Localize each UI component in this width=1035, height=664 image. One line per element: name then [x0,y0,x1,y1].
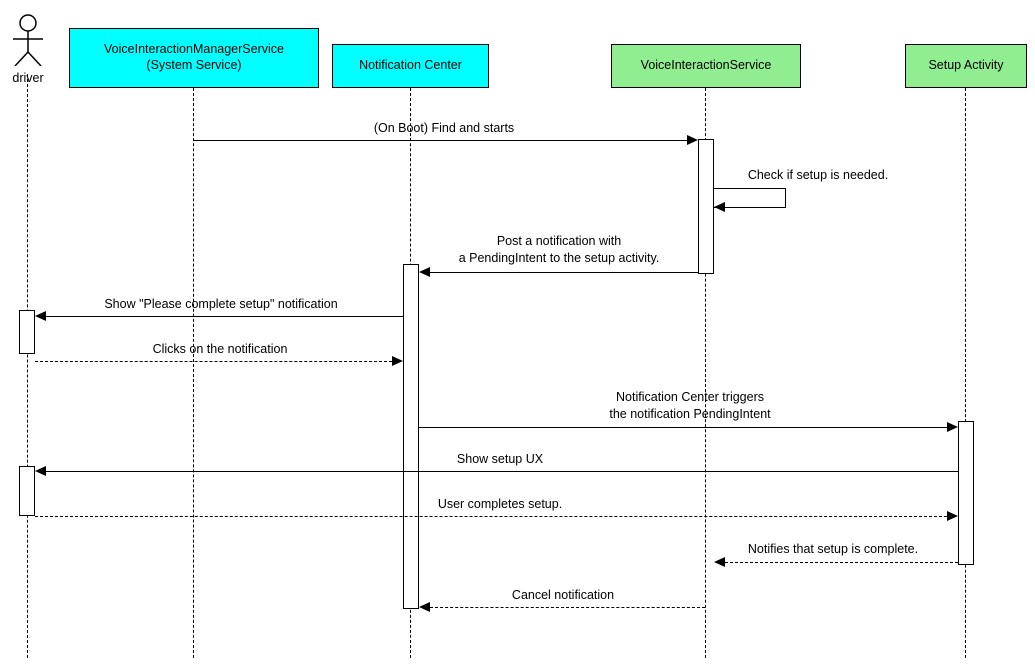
message-label-user-completes-setup: User completes setup. [437,497,563,511]
message-label-show-setup-ux: Show setup UX [456,452,544,466]
participant-vis-label: VoiceInteractionService [640,58,772,73]
message-label-on-boot-find-and-starts: (On Boot) Find and starts [373,121,515,135]
message-arrow-show-setup-ux [35,466,46,476]
message-line-post-notification [430,272,698,273]
message-arrow-clicks-on-the-notification [392,356,403,366]
message-label-check-if-setup-is-needed: Check if setup is needed. [747,168,889,182]
participant-notification-center [332,44,489,88]
actor-driver-label: driver [12,71,44,85]
participant-vims [69,28,319,88]
lifeline-setup-activity [965,88,966,658]
message-label-notifies-setup-complete: Notifies that setup is complete. [747,542,919,556]
activation-driver-1 [19,310,35,354]
message-line-show-please-complete-setup [46,316,403,317]
message-label-triggers-pendingintent-line1: Notification Center triggers [616,390,764,404]
message-arrow-user-completes-setup [947,511,958,521]
message-arrow-triggers-pendingintent [947,422,958,432]
participant-vis [611,44,801,88]
message-line-triggers-pendingintent [419,427,947,428]
participant-setup-activity-label: Setup Activity [928,58,1004,73]
message-label-cancel-notification: Cancel notification [511,588,615,602]
message-line-check-self-right [785,188,786,207]
lifeline-driver [27,74,28,658]
participant-setup-activity [905,44,1027,88]
activation-setup-activity-1 [958,421,974,565]
activation-notification-center-1 [403,264,419,609]
message-arrow-on-boot-find-and-starts [687,135,698,145]
message-line-user-completes-setup [35,516,947,517]
message-line-check-self-top [714,188,786,189]
activation-driver-2 [19,466,35,516]
message-label-triggers-pendingintent-line2: the notification PendingIntent [609,407,771,421]
activation-vis-1 [698,139,714,274]
message-arrow-show-please-complete-setup [35,311,46,321]
participant-vims-label-line2: (System Service) [146,58,242,72]
message-line-show-setup-ux [46,471,958,472]
message-label-clicks-on-the-notification: Clicks on the notification [152,342,288,356]
message-line-cancel-notification [430,607,705,608]
lifeline-vims [193,88,194,658]
message-line-notifies-setup-complete [725,562,958,563]
message-arrow-check-if-setup-is-needed [714,202,725,212]
message-arrow-notifies-setup-complete [714,557,725,567]
participant-notification-center-label: Notification Center [359,58,462,73]
actor-driver-icon [8,14,48,66]
message-label-show-please-complete-setup: Show "Please complete setup" notification [104,297,338,311]
message-label-post-notification-line1: Post a notification with [496,234,622,248]
participant-vims-label-line1: VoiceInteractionManagerService [104,42,284,57]
message-arrow-post-notification [419,267,430,277]
message-arrow-cancel-notification [419,602,430,612]
message-label-post-notification-line2: a PendingIntent to the setup activity. [458,251,660,265]
message-line-on-boot-find-and-starts [193,140,687,141]
message-line-clicks-on-the-notification [35,361,392,362]
